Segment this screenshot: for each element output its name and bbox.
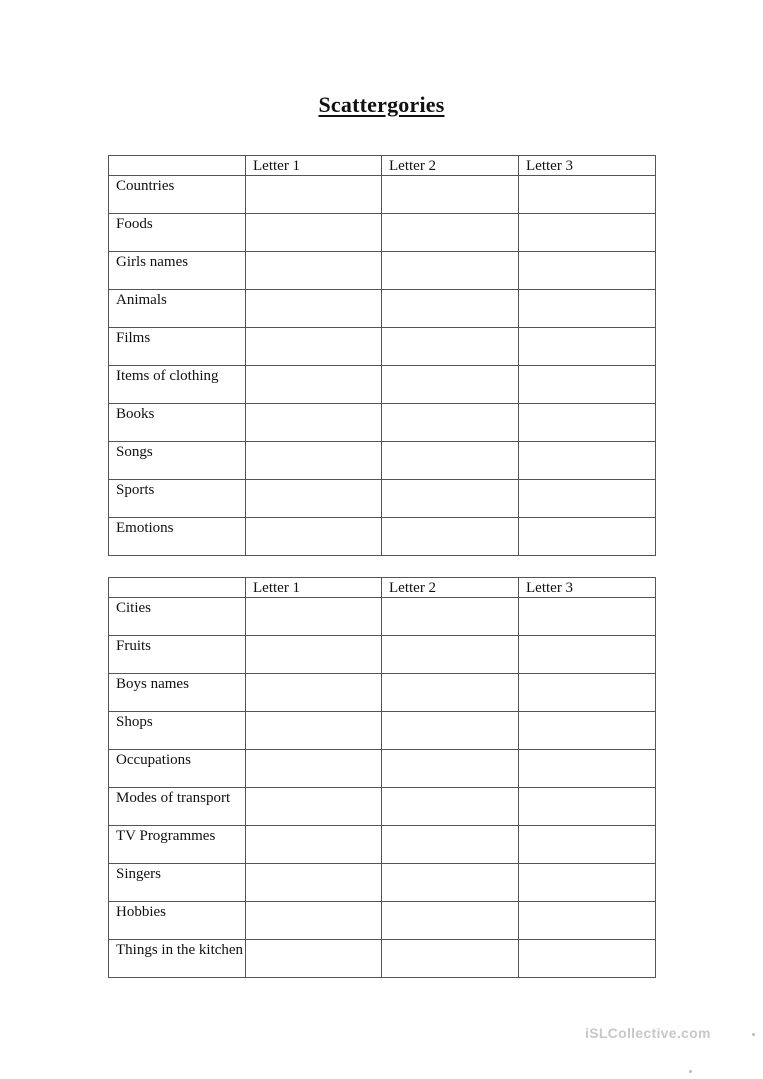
table-row xyxy=(109,518,656,556)
answer-cell[interactable] xyxy=(382,598,519,636)
category-label: Girls names xyxy=(109,252,246,290)
answer-cell[interactable] xyxy=(519,940,656,978)
answer-cell[interactable] xyxy=(246,902,382,940)
category-label: Books xyxy=(109,404,246,442)
answer-cell[interactable] xyxy=(382,176,519,214)
table-row xyxy=(109,214,656,252)
header-row xyxy=(109,578,656,598)
table-row xyxy=(109,674,656,712)
answer-cell[interactable] xyxy=(382,442,519,480)
answer-cell[interactable] xyxy=(246,636,382,674)
answer-cell[interactable] xyxy=(382,788,519,826)
table-row xyxy=(109,940,656,978)
answer-cell[interactable] xyxy=(519,636,656,674)
answer-cell[interactable] xyxy=(519,214,656,252)
answer-cell[interactable] xyxy=(246,826,382,864)
category-label: Emotions xyxy=(109,518,246,556)
header-cell-letter-3: Letter 3 xyxy=(519,578,656,598)
answer-cell[interactable] xyxy=(519,404,656,442)
category-label: Foods xyxy=(109,214,246,252)
answer-cell[interactable] xyxy=(246,290,382,328)
table-row xyxy=(109,366,656,404)
answer-cell[interactable] xyxy=(382,636,519,674)
header-cell-category xyxy=(109,578,246,598)
header-cell-letter-3: Letter 3 xyxy=(519,156,656,176)
header-cell-letter-2: Letter 2 xyxy=(382,578,519,598)
answer-cell[interactable] xyxy=(246,712,382,750)
category-label: Modes of transport xyxy=(109,788,246,826)
answer-cell[interactable] xyxy=(246,674,382,712)
answer-cell[interactable] xyxy=(246,864,382,902)
category-label: Singers xyxy=(109,864,246,902)
answer-cell[interactable] xyxy=(382,864,519,902)
answer-cell[interactable] xyxy=(382,712,519,750)
answer-cell[interactable] xyxy=(519,750,656,788)
answer-cell[interactable] xyxy=(246,404,382,442)
category-label: Sports xyxy=(109,480,246,518)
table-row xyxy=(109,404,656,442)
answer-cell[interactable] xyxy=(246,750,382,788)
categories-table-2 xyxy=(108,577,656,978)
answer-cell[interactable] xyxy=(519,328,656,366)
answer-cell[interactable] xyxy=(519,788,656,826)
table-row xyxy=(109,826,656,864)
category-label: Items of clothing xyxy=(109,366,246,404)
answer-cell[interactable] xyxy=(519,712,656,750)
table-row xyxy=(109,636,656,674)
answer-cell[interactable] xyxy=(246,176,382,214)
answer-cell[interactable] xyxy=(382,290,519,328)
table-row xyxy=(109,864,656,902)
category-label: Occupations xyxy=(109,750,246,788)
answer-cell[interactable] xyxy=(519,902,656,940)
answer-cell[interactable] xyxy=(382,940,519,978)
header-row xyxy=(109,156,656,176)
category-label: Boys names xyxy=(109,674,246,712)
answer-cell[interactable] xyxy=(246,214,382,252)
answer-cell[interactable] xyxy=(382,518,519,556)
answer-cell[interactable] xyxy=(382,214,519,252)
answer-cell[interactable] xyxy=(519,176,656,214)
header-cell-letter-1: Letter 1 xyxy=(246,156,382,176)
category-label: Fruits xyxy=(109,636,246,674)
answer-cell[interactable] xyxy=(382,480,519,518)
category-label: Countries xyxy=(109,176,246,214)
table-row xyxy=(109,442,656,480)
category-label: Cities xyxy=(109,598,246,636)
category-label: Things in the kitchen xyxy=(109,940,246,978)
answer-cell[interactable] xyxy=(519,290,656,328)
table-row xyxy=(109,252,656,290)
answer-cell[interactable] xyxy=(382,252,519,290)
table-row xyxy=(109,788,656,826)
category-label: Shops xyxy=(109,712,246,750)
answer-cell[interactable] xyxy=(246,598,382,636)
categories-table-1 xyxy=(108,155,656,556)
answer-cell[interactable] xyxy=(519,826,656,864)
header-cell-letter-2: Letter 2 xyxy=(382,156,519,176)
table-row xyxy=(109,176,656,214)
answer-cell[interactable] xyxy=(382,826,519,864)
answer-cell[interactable] xyxy=(246,252,382,290)
answer-cell[interactable] xyxy=(519,442,656,480)
answer-cell[interactable] xyxy=(519,864,656,902)
table-row xyxy=(109,328,656,366)
header-cell-category xyxy=(109,156,246,176)
category-label: TV Programmes xyxy=(109,826,246,864)
decorative-dot xyxy=(689,1070,692,1073)
answer-cell[interactable] xyxy=(246,366,382,404)
answer-cell[interactable] xyxy=(246,518,382,556)
answer-cell[interactable] xyxy=(382,366,519,404)
answer-cell[interactable] xyxy=(382,902,519,940)
answer-cell[interactable] xyxy=(519,480,656,518)
answer-cell[interactable] xyxy=(246,328,382,366)
table-row xyxy=(109,750,656,788)
table-row xyxy=(109,290,656,328)
answer-cell[interactable] xyxy=(246,442,382,480)
answer-cell[interactable] xyxy=(519,518,656,556)
category-label: Films xyxy=(109,328,246,366)
answer-cell[interactable] xyxy=(382,328,519,366)
page-title: Scattergories xyxy=(318,92,445,117)
category-label: Animals xyxy=(109,290,246,328)
answer-cell[interactable] xyxy=(519,366,656,404)
table-row xyxy=(109,902,656,940)
category-label: Hobbies xyxy=(109,902,246,940)
table-row xyxy=(109,712,656,750)
answer-cell[interactable] xyxy=(519,252,656,290)
site-watermark: iSLCollective.com xyxy=(585,1025,711,1041)
answer-cell[interactable] xyxy=(519,674,656,712)
answer-cell[interactable] xyxy=(246,788,382,826)
answer-cell[interactable] xyxy=(382,750,519,788)
answer-cell[interactable] xyxy=(519,598,656,636)
table-row xyxy=(109,480,656,518)
table-row xyxy=(109,598,656,636)
answer-cell[interactable] xyxy=(246,480,382,518)
answer-cell[interactable] xyxy=(382,404,519,442)
decorative-dot xyxy=(752,1033,755,1036)
answer-cell[interactable] xyxy=(246,940,382,978)
category-label: Songs xyxy=(109,442,246,480)
header-cell-letter-1: Letter 1 xyxy=(246,578,382,598)
answer-cell[interactable] xyxy=(382,674,519,712)
